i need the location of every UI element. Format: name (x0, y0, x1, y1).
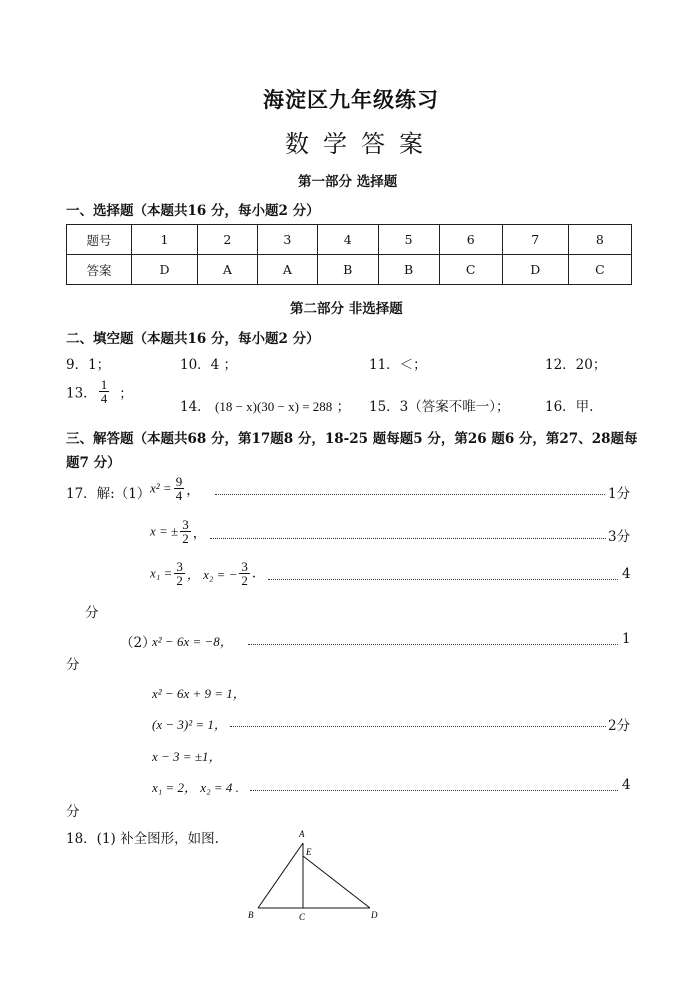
table-cell: 4 (317, 225, 378, 255)
point-label-a: A (299, 829, 305, 839)
step-fraction (174, 475, 185, 502)
fraction-numerator: 9 (175, 474, 183, 489)
step-x2: ， x₂ = − (186, 567, 238, 582)
q13-tail: ； (119, 385, 133, 402)
dotted-leader (250, 790, 618, 791)
step-fraction (174, 560, 185, 587)
answer-q13 (66, 378, 133, 405)
q17-step1-score: 1分 (608, 486, 631, 502)
point-label-d: D (371, 910, 378, 920)
table-cell: 1 (132, 225, 198, 255)
table-cell: 3 (257, 225, 317, 255)
q17-step3-score-num: 4 (622, 566, 631, 582)
table-cell: B (378, 255, 439, 285)
solve-section-title-line1: 三、解答题（本题共68 分，第17题8 分，18-25 题每题5 分，第26 题6 分，第27、28题每 (66, 431, 638, 447)
page-title: 海淀区九年级练习 (263, 87, 439, 112)
dotted-leader (268, 579, 618, 580)
table-cell: 5 (378, 225, 439, 255)
segment-ab (258, 843, 303, 908)
q17-step2 (150, 518, 206, 545)
step-fraction (239, 560, 250, 587)
q17-step2-score: 3分 (608, 529, 631, 545)
answer-q16: 16．甲. (545, 399, 594, 415)
q17-p2-step5-score-num: 4 (622, 777, 631, 793)
fraction-numerator: 3 (176, 559, 183, 574)
choice-section-title: 一、选择题（本题共16 分，每小题2 分） (66, 203, 320, 219)
answer-q9: 9．1； (66, 357, 111, 373)
fraction-denominator: 2 (241, 573, 248, 588)
answer-q10: 10．4 ； (180, 357, 238, 373)
q17-part2-label: （2） (120, 635, 156, 651)
q13-fraction (99, 378, 110, 405)
table-row-questions (67, 225, 632, 255)
dotted-leader (215, 494, 605, 495)
q18-text: 18．(1) 补全图形，如图. (66, 831, 219, 847)
q14-tail: ； (336, 399, 351, 415)
table-cell-label: 题号 (67, 225, 132, 255)
dotted-leader (210, 538, 606, 539)
table-cell: A (257, 255, 317, 285)
table-cell: A (197, 255, 257, 285)
point-label-b: B (248, 910, 254, 920)
table-cell: D (132, 255, 198, 285)
q14-expression: (18 − x)(30 − x) = 288 (214, 399, 333, 414)
point-label-e: E (306, 847, 312, 857)
step-tail: ， (192, 525, 207, 542)
q17-p2-step3: (x − 3)² = 1， (152, 717, 227, 732)
q13-label: 13． (66, 385, 97, 402)
table-cell: 8 (568, 225, 631, 255)
step-tail: . (251, 565, 257, 582)
q17-p2-step1-score-unit: 分 (66, 657, 80, 673)
answer-q14 (180, 395, 350, 415)
table-cell: D (502, 255, 568, 285)
q17-step1 (150, 475, 200, 502)
step-lhs: x = ± (150, 523, 179, 539)
answer-q12: 12．20； (545, 357, 607, 373)
fraction-denominator: 2 (176, 573, 183, 588)
q17-p2-step5: x₁ = 2， x₂ = 4 . (152, 780, 239, 795)
dotted-leader (248, 644, 618, 645)
fraction-numerator: 1 (100, 377, 108, 392)
part2-heading: 第二部分 非选择题 (290, 301, 403, 317)
table-cell: 6 (439, 225, 502, 255)
fraction-numerator: 3 (241, 559, 248, 574)
table-row-answers (67, 255, 632, 285)
q14-label: 14． (180, 399, 211, 415)
q17-p2-step1: x² − 6x = −8， (152, 634, 233, 649)
part1-heading: 第一部分 选择题 (298, 174, 398, 190)
step-fraction (180, 518, 191, 545)
table-cell-label: 答案 (67, 255, 132, 285)
table-cell: C (568, 255, 631, 285)
step-x1: x₁ = (150, 565, 173, 581)
fraction-denominator: 4 (100, 391, 108, 406)
q17-p2-step3-score: 2分 (608, 718, 631, 734)
dotted-leader (230, 726, 606, 727)
fraction-denominator: 4 (175, 488, 183, 503)
geometry-figure (240, 822, 390, 922)
table-cell: 7 (502, 225, 568, 255)
step-lhs: x² = (150, 480, 172, 496)
page-subtitle: 数学答案 (285, 130, 437, 158)
q17-step3-score-unit: 分 (85, 605, 99, 621)
q17-step3 (150, 560, 256, 587)
solve-section-title-line2: 题7 分） (66, 455, 121, 471)
table-cell: B (317, 255, 378, 285)
segment-ed (303, 856, 370, 908)
point-label-c: C (299, 912, 306, 922)
fraction-numerator: 3 (182, 517, 189, 532)
step-tail: ， (186, 482, 200, 499)
fill-section-title: 二、填空题（本题共16 分，每小题2 分） (66, 331, 320, 347)
table-cell: 2 (197, 225, 257, 255)
answer-table (66, 224, 632, 285)
table-cell: C (439, 255, 502, 285)
answer-q15: 15．3（答案不唯一）； (369, 399, 510, 415)
q17-p2-step2: x² − 6x + 9 = 1， (152, 686, 246, 701)
q17-label: 17．解:（1） (66, 486, 151, 502)
fraction-denominator: 2 (182, 531, 189, 546)
q17-p2-step1-score-num: 1 (622, 631, 631, 647)
answer-q11: 11．＜； (369, 357, 427, 373)
q17-p2-step5-score-unit: 分 (66, 804, 80, 820)
q17-p2-step4: x − 3 = ±1， (152, 749, 222, 764)
